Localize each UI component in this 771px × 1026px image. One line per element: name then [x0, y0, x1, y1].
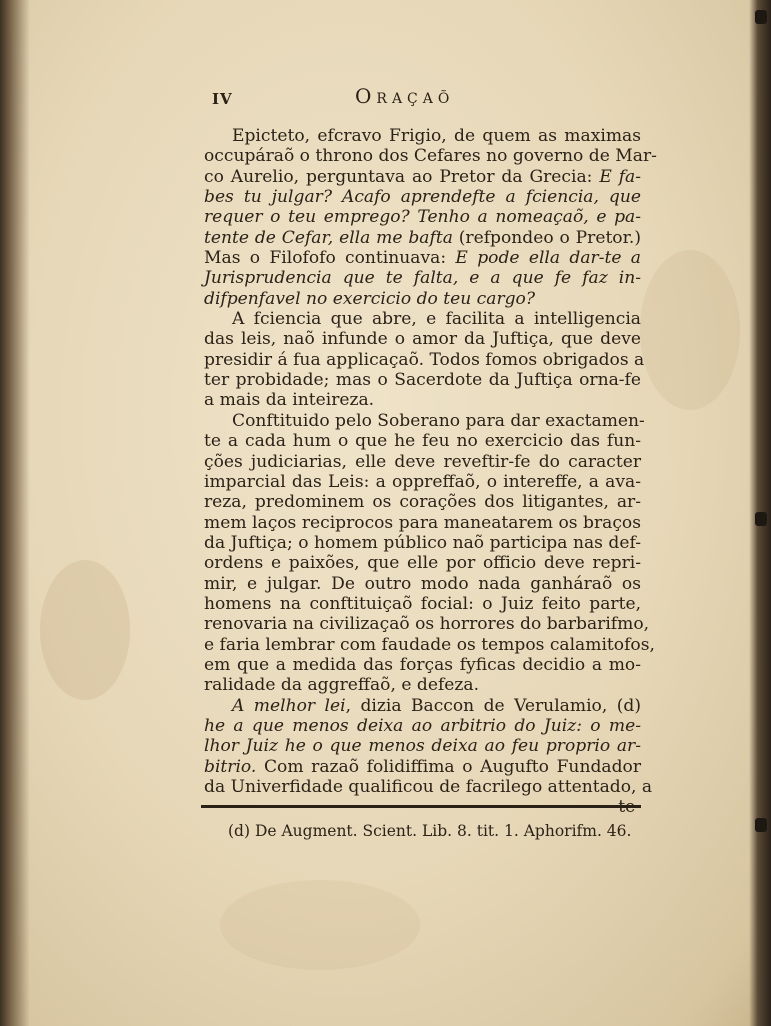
text-line: presidir á fua applicaçaõ. Todos fomos obrigados a [204, 349, 645, 370]
footnote: (d) De Augment. Scient. Lib. 8. tit. 1. Aphorifm. 46. [228, 822, 632, 840]
text-line: difpenfavel no exercicio do teu cargo? [204, 288, 536, 309]
page-number: IV [212, 90, 233, 108]
text-line: das leis, naõ infunde o amor da Juftiça, que deve [204, 329, 641, 350]
text-line: bes tu julgar? Acafo aprendefte a fciencia, que [204, 187, 641, 208]
left-edge-shadow [0, 0, 30, 1026]
text-line: em que a medida das forças fyficas decidio a mo- [204, 654, 641, 675]
text-line: te a cada hum o que he feu no exercicio das fun- [204, 431, 641, 452]
text-line: e faria lembrar com faudade os tempos calamitofos, [204, 634, 655, 655]
page-header [212, 82, 642, 112]
text-line: homens na conftituiçaõ focial: o Juiz feito parte, [204, 593, 641, 614]
text-line: tente de Cefar, ella me bafta (refpondeo o Pretor.) [204, 227, 641, 248]
binding-thread-mark [755, 10, 767, 24]
body-text [204, 126, 657, 818]
running-head: Oraçaõ [355, 84, 455, 108]
text-line: Mas o Filofofo continuava: E pode ella dar-te a [204, 248, 641, 269]
text-line: da Juftiça; o homem público naõ participa nas def- [204, 532, 641, 553]
text-line: mir, e julgar. De outro modo nada ganháraõ os [204, 573, 641, 594]
text-line: imparcial das Leis: a oppreffaõ, o intereffe, a ava- [204, 471, 641, 492]
text-line: renovaria na civilizaçaõ os horrores do barbarifmo, [204, 614, 650, 635]
text-line: occupáraõ o throno dos Cefares no governo de Mar- [204, 146, 657, 167]
paper-stain [220, 880, 420, 970]
text-line: ções judiciarias, elle deve reveftir-fe do caracter [204, 451, 641, 472]
text-line: ralidade da aggreffaõ, e defeza. [204, 675, 480, 696]
text-line: A melhor lei, dizia Baccon de Verulamio, (d) [232, 695, 641, 716]
text-line: a mais da inteireza. [204, 390, 375, 411]
text-line: he a que menos deixa ao arbitrio do Juiz: o me- [204, 715, 641, 736]
text-line: lhor Juiz he o que menos deixa ao feu proprio ar- [204, 736, 641, 757]
paper-stain [640, 250, 740, 410]
text-line: reza, predominem os corações dos litigantes, ar- [204, 492, 641, 513]
text-line: co Aurelio, perguntava ao Pretor da Grecia: E fa- [204, 166, 641, 187]
text-line: Conftituido pelo Soberano para dar exactamen- [232, 410, 645, 431]
text-line: ter probidade; mas o Sacerdote da Juftiça orna-fe [204, 370, 641, 391]
text-line: Jurisprudencia que te falta, e a que fe faz in- [204, 268, 641, 289]
text-line: requer o teu emprego? Tenho a nomeaçaõ, e pa- [204, 207, 641, 228]
text-line: Epicteto, efcravo Frigio, de quem as maximas [232, 126, 641, 146]
footnote-rule [201, 805, 641, 808]
paper-stain [40, 560, 130, 700]
text-line: ordens e paixões, que elle por officio deve repri- [204, 553, 641, 574]
binding-thread-mark [755, 818, 767, 832]
binding-thread-mark [755, 512, 767, 526]
text-line: da Univerfidade qualificou de facrilego attentado, a [204, 777, 653, 797]
text-line: A fciencia que abre, e facilita a intelligencia [232, 309, 641, 330]
text-line: bitrio. Com razaõ folidiffima o Augufto Fundador [204, 756, 641, 777]
text-line: mem laços reciprocos para maneatarem os braços [204, 512, 641, 533]
